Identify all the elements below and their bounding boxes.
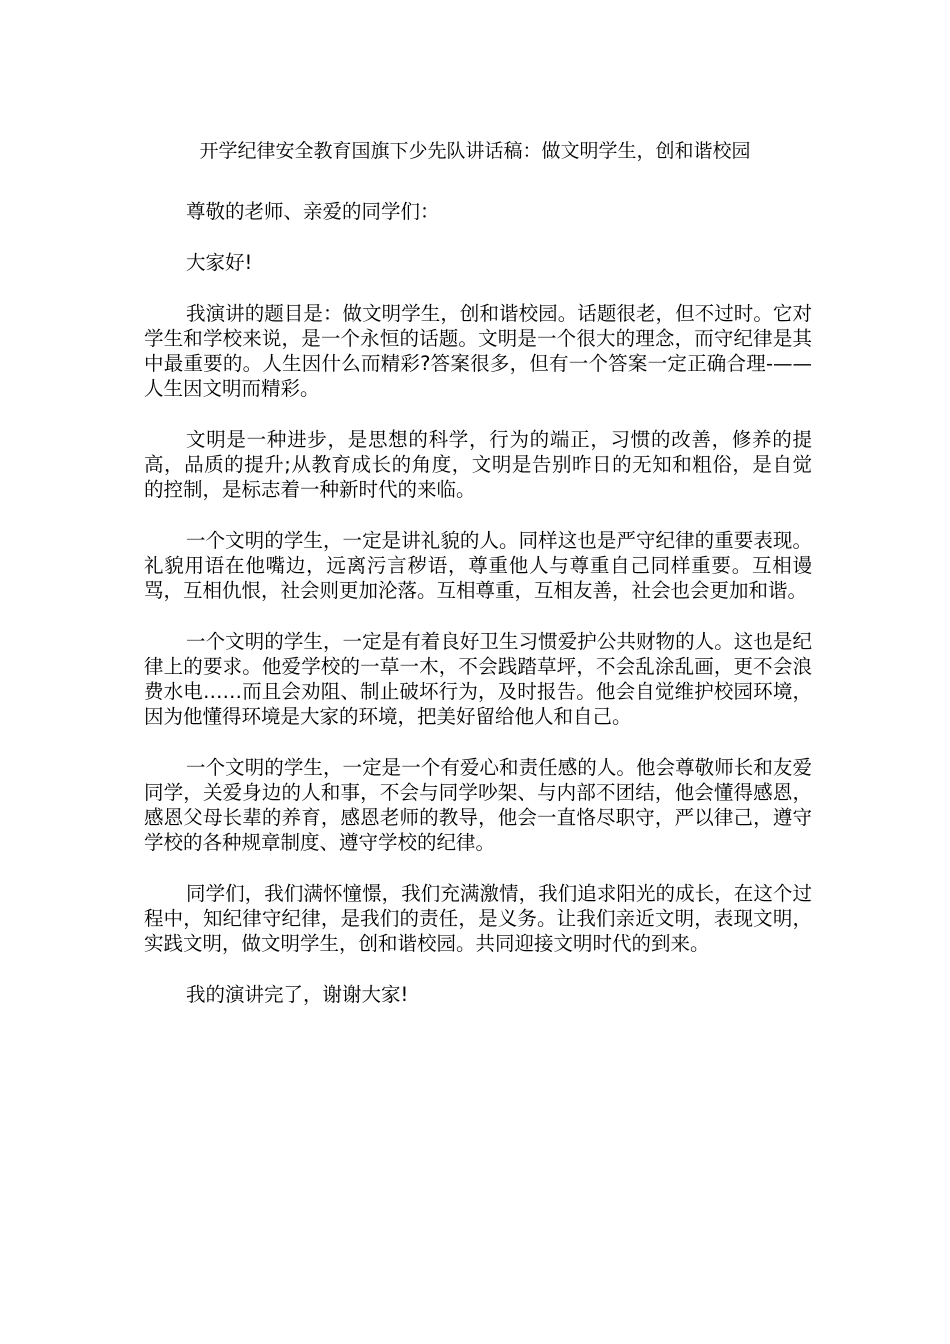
greeting: 尊敬的老师、亲爱的同学们： — [186, 200, 440, 223]
document-body — [144, 199, 812, 1033]
paragraph-courtesy: 一个文明的学生，一定是讲礼貌的人。同样这也是严守纪律的重要表现。礼貌用语在他嘴边，远离污言秽语，尊重他人与尊重自己同样重要。互相谩骂，互相仇恨，社会则更加沦落。互相尊重，互相友善，社会也会更加和谐。 — [144, 529, 812, 602]
paragraph-call-to-action: 同学们，我们满怀憧憬，我们充满激情，我们追求阳光的成长，在这个过程中，知纪律守纪律，是我们的责任，是义务。让我们亲近文明，表现文明，实践文明，做文明学生，创和谐校园。共同迎接文明时代的到来。 — [144, 882, 812, 955]
paragraph-responsibility: 一个文明的学生，一定是一个有爱心和责任感的人。他会尊敬师长和友爱同学，关爱身边的人和事，不会与同学吵架、与内部不团结，他会懂得感恩，感恩父母长辈的养育，感恩老师的教导，他会一直恪尽职守，严以律己，遵守学校的各种规章制度、遵守学校的纪律。 — [144, 756, 812, 854]
paragraph-civilization: 文明是一种进步，是思想的科学，行为的端正，习惯的改善，修养的提高，品质的提升;从教育成长的角度，文明是告别昨日的无知和粗俗，是自觉的控制，是标志着一种新时代的来临。 — [144, 428, 812, 501]
closing: 我的演讲完了，谢谢大家! — [186, 983, 409, 1006]
document-title: 开学纪律安全教育国旗下少先队讲话稿：做文明学生，创和谐校园 — [199, 140, 751, 162]
paragraph-hygiene: 一个文明的学生，一定是有着良好卫生习惯爱护公共财物的人。这也是纪律上的要求。他爱学校的一草一木，不会践踏草坪，不会乱涂乱画，更不会浪费水电……而且会劝阻、制止破坏行为，及时报告。他会自觉维护校园环境，因为他懂得环境是大家的环境，把美好留给他人和自己。 — [144, 630, 812, 728]
salutation: 大家好! — [186, 251, 253, 274]
paragraph-topic: 我演讲的题目是：做文明学生，创和谐校园。话题很老，但不过时。它对学生和学校来说，是一个永恒的话题。文明是一个很大的理念，而守纪律是其中最重要的。人生因什么而精彩?答案很多，但有一个答案一定正确合理-——人生因文明而精彩。 — [144, 302, 812, 400]
